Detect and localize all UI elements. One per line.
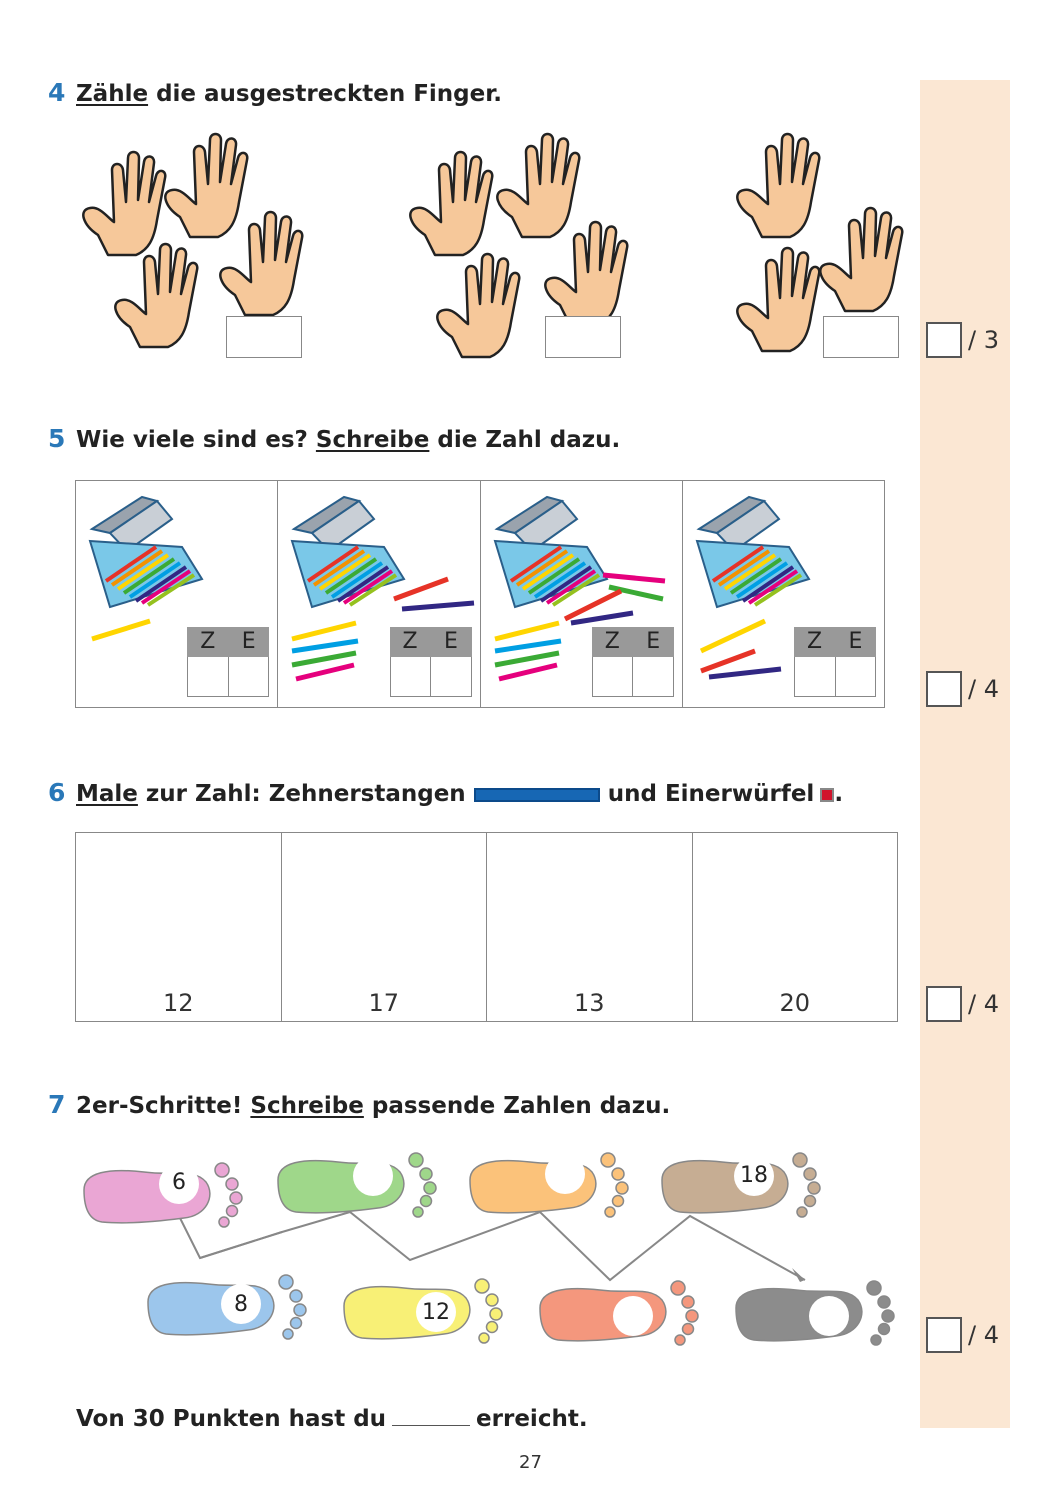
foot-number: 12 [422,1300,450,1325]
score-task-6 [926,986,999,1022]
drawing-cell[interactable] [76,833,282,1021]
footer-post: erreicht. [476,1406,588,1432]
task-text-2: und Einerwürfel [607,781,815,807]
target-number: 12 [162,989,194,1017]
pencil-icon [286,617,366,687]
pencil-cell [481,481,683,707]
pencil-icon [559,569,669,629]
task-text: passende Zahlen dazu. [371,1093,671,1119]
target-number: 20 [779,989,811,1017]
ones-label: E [848,629,863,654]
hand-icon [732,122,822,242]
place-value-box [390,627,472,697]
hand-icon [540,210,630,330]
task-verb: Schreibe [250,1093,364,1119]
place-value-box [187,627,269,697]
score-box[interactable] [926,1317,962,1353]
pencil-cell [683,481,884,707]
task-verb: Schreibe [315,427,430,453]
task-4-heading [48,78,502,107]
drawing-grid [75,832,898,1022]
pencil-count-grid [75,480,885,708]
tens-input[interactable] [593,657,634,696]
task-5-heading [48,424,620,453]
tens-label: Z [806,629,823,654]
total-score-blank[interactable] [392,1404,470,1426]
pencil-icon [695,615,785,685]
foot-number: 6 [172,1170,186,1195]
score-task-5 [926,671,999,707]
pencil-icon [388,573,478,618]
place-value-box [794,627,876,697]
task-6-heading [48,778,843,807]
hand-icon [732,236,822,356]
ones-input[interactable] [431,657,471,696]
pencil-icon [489,617,569,687]
pencil-icon [88,615,158,645]
ones-input[interactable] [229,657,269,696]
task-number: 7 [48,1090,66,1119]
drawing-cell[interactable] [693,833,898,1021]
total-score-line [76,1404,588,1432]
task-verb: Zähle [76,81,149,107]
task-number: 6 [48,778,66,807]
task-exclaim: 2er-Schritte! [76,1093,243,1119]
footprints-path [70,1140,910,1370]
pencil-cell [278,481,480,707]
score-max: / 4 [968,1321,999,1349]
score-max: / 4 [968,990,999,1018]
answer-box[interactable] [226,316,302,358]
task-text-end: . [834,781,844,807]
score-max: / 4 [968,675,999,703]
page-number: 27 [519,1452,542,1473]
hand-icon [815,196,905,316]
ones-label: E [241,629,256,654]
tens-rod-icon [474,788,600,802]
score-task-4 [926,322,999,358]
tens-label: Z [402,629,418,654]
ones-label: E [646,629,661,654]
task-7-heading [48,1090,670,1119]
task-text: die Zahl dazu. [437,427,621,453]
ones-input[interactable] [633,657,673,696]
foot-number: 18 [740,1163,768,1188]
place-value-box [592,627,674,697]
task-number: 5 [48,424,66,453]
foot-number: 8 [234,1292,248,1317]
unit-cube-icon [820,788,834,802]
pencil-box-icon [82,489,212,614]
tens-input[interactable] [391,657,432,696]
score-sidebar [920,80,1010,1428]
pencil-box-icon [689,489,819,614]
score-task-7 [926,1317,999,1353]
tens-input[interactable] [188,657,229,696]
answer-box[interactable] [823,316,899,358]
score-box[interactable] [926,671,962,707]
task-question: Wie viele sind es? [76,427,308,453]
footer-pre: Von 30 Punkten hast du [76,1406,387,1432]
hand-icon [110,232,200,352]
score-box[interactable] [926,322,962,358]
drawing-cell[interactable] [487,833,693,1021]
hand-icon [432,242,522,362]
task-text: zur Zahl: Zehnerstangen [145,781,466,807]
drawing-cell[interactable] [282,833,488,1021]
target-number: 13 [573,989,605,1017]
tens-input[interactable] [795,657,836,696]
pencil-cell [76,481,278,707]
score-box[interactable] [926,986,962,1022]
ones-label: E [444,629,458,654]
tens-label: Z [200,629,216,654]
score-max: / 3 [968,326,999,354]
ones-input[interactable] [836,657,876,696]
task-verb: Male [76,781,138,807]
hand-icon [215,200,305,320]
target-number: 17 [368,989,400,1017]
task-text: die ausgestreckten Finger. [156,81,503,107]
answer-box[interactable] [545,316,621,358]
tens-label: Z [604,629,620,654]
task-number: 4 [48,78,66,107]
